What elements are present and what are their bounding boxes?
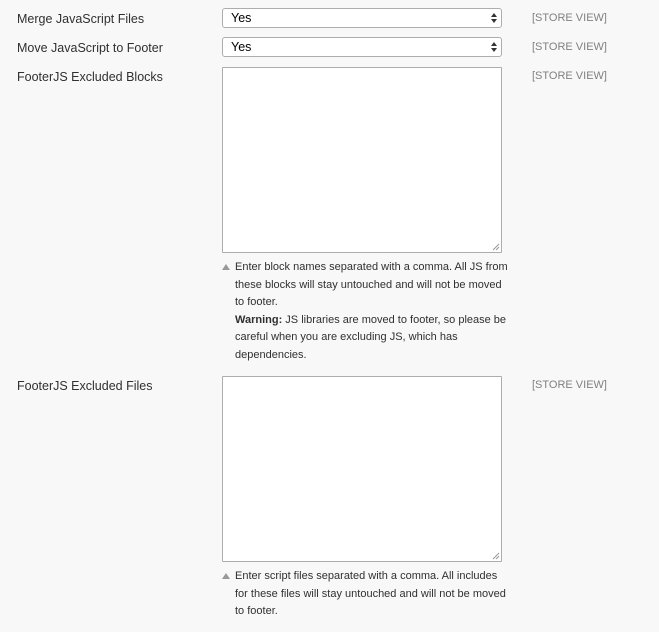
select-arrows-icon: [491, 12, 497, 24]
excluded-files-note: [222, 568, 512, 621]
excluded-blocks-label: FooterJS Excluded Blocks: [17, 70, 163, 84]
excluded-files-note-text: Enter script files separated with a comma. All includes for these files will stay untouched and will not be moved to footer.: [235, 570, 506, 617]
move-js-label: Move JavaScript to Footer: [17, 41, 163, 55]
merge-js-select[interactable]: [222, 8, 502, 28]
warning-text: JS libraries are moved to footer, so please be careful when you are excluding JS, which has dependencies.: [235, 313, 507, 361]
excluded-files-scope: [STORE VIEW]: [532, 379, 607, 391]
excluded-files-label: FooterJS Excluded Files: [17, 379, 153, 393]
warning-label: Warning:: [235, 313, 283, 326]
merge-js-label: Merge JavaScript Files: [17, 12, 145, 26]
move-js-value: Yes: [231, 40, 252, 54]
excluded-blocks-scope: [STORE VIEW]: [532, 70, 607, 82]
excluded-blocks-textarea[interactable]: [222, 67, 502, 253]
excluded-blocks-warning: [222, 312, 512, 365]
merge-js-scope: [STORE VIEW]: [532, 12, 607, 24]
excluded-blocks-note-text: Enter block names separated with a comma. All JS from these blocks will stay untouched and will not be moved to footer.: [235, 261, 508, 308]
note-triangle-icon: [222, 573, 230, 579]
excluded-files-textarea[interactable]: [222, 376, 502, 562]
note-triangle-icon: [222, 264, 230, 270]
excluded-blocks-note: [222, 259, 512, 364]
resize-grip-icon[interactable]: [492, 552, 500, 560]
move-js-scope: [STORE VIEW]: [532, 41, 607, 53]
resize-grip-icon[interactable]: [492, 243, 500, 251]
merge-js-value: Yes: [231, 11, 252, 25]
move-js-select[interactable]: [222, 37, 502, 57]
select-arrows-icon: [491, 41, 497, 53]
